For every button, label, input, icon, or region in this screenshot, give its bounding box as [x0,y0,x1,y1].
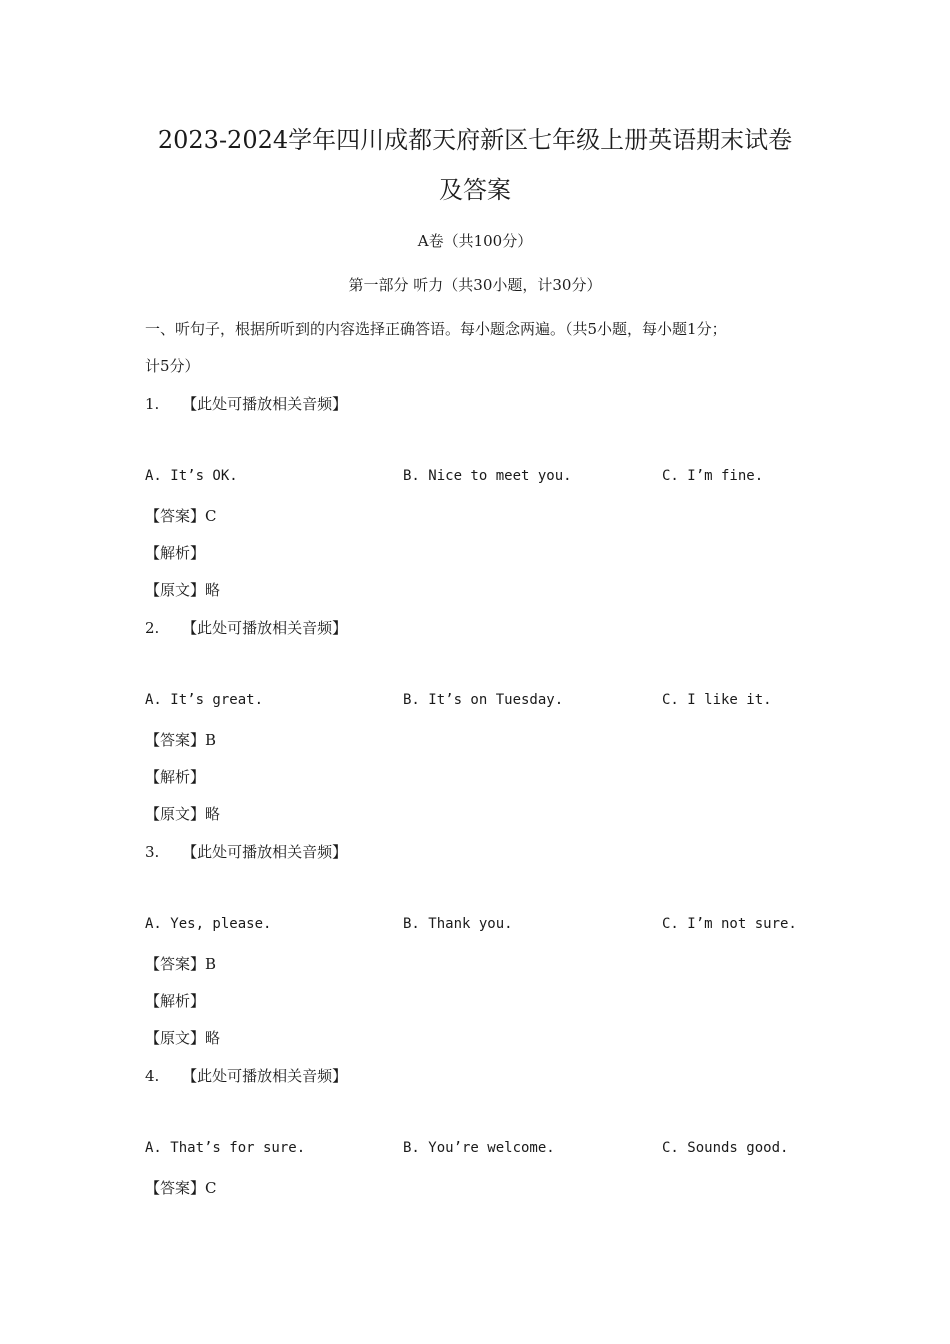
question-number: 1. [145,395,160,413]
audio-placeholder: 【此处可播放相关音频】 [182,395,348,413]
question-header [145,841,347,862]
question-number: 4. [145,1067,160,1085]
option-a: A. That’s for sure. [145,1140,306,1156]
option-c: C. I’m fine. [662,468,764,484]
option-a: A. Yes, please. [145,916,272,932]
option-b: B. It’s on Tuesday. [403,692,564,708]
analysis: 【解析】 [145,768,206,786]
question-header [145,1065,347,1086]
analysis: 【解析】 [145,544,206,562]
answer: 【答案】C [145,1179,217,1197]
question-header [145,617,347,638]
option-a: A. It’s OK. [145,468,238,484]
option-c: C. I like it. [662,692,772,708]
original-text: 【原文】略 [145,1029,221,1047]
answer: 【答案】C [145,507,217,525]
volume-heading: A卷（共100分） [417,232,533,250]
section-instruction: 一、听句子，根据所听到的内容选择正确答语。每小题念两遍。（共5小题，每小题1分； [145,320,727,338]
audio-placeholder: 【此处可播放相关音频】 [182,1067,348,1085]
option-b: B. Nice to meet you. [403,468,572,484]
original-text: 【原文】略 [145,805,221,823]
option-a: A. It’s great. [145,692,264,708]
document-title-line2: 及答案 [439,176,511,204]
question-number: 3. [145,843,160,861]
document-title-line1: 2023-2024学年四川成都天府新区七年级上册英语期末试卷 [157,126,793,154]
original-text: 【原文】略 [145,581,221,599]
option-c: C. Sounds good. [662,1140,789,1156]
section-instruction-cont: 计5分） [145,357,200,375]
option-b: B. Thank you. [403,916,513,932]
answer: 【答案】B [145,955,217,973]
option-b: B. You’re welcome. [403,1140,555,1156]
option-c: C. I’m not sure. [662,916,797,932]
audio-placeholder: 【此处可播放相关音频】 [182,843,348,861]
analysis: 【解析】 [145,992,206,1010]
audio-placeholder: 【此处可播放相关音频】 [182,619,348,637]
question-header [145,393,347,414]
question-number: 2. [145,619,160,637]
part-heading: 第一部分 听力（共30小题，计30分） [348,276,602,294]
answer: 【答案】B [145,731,217,749]
